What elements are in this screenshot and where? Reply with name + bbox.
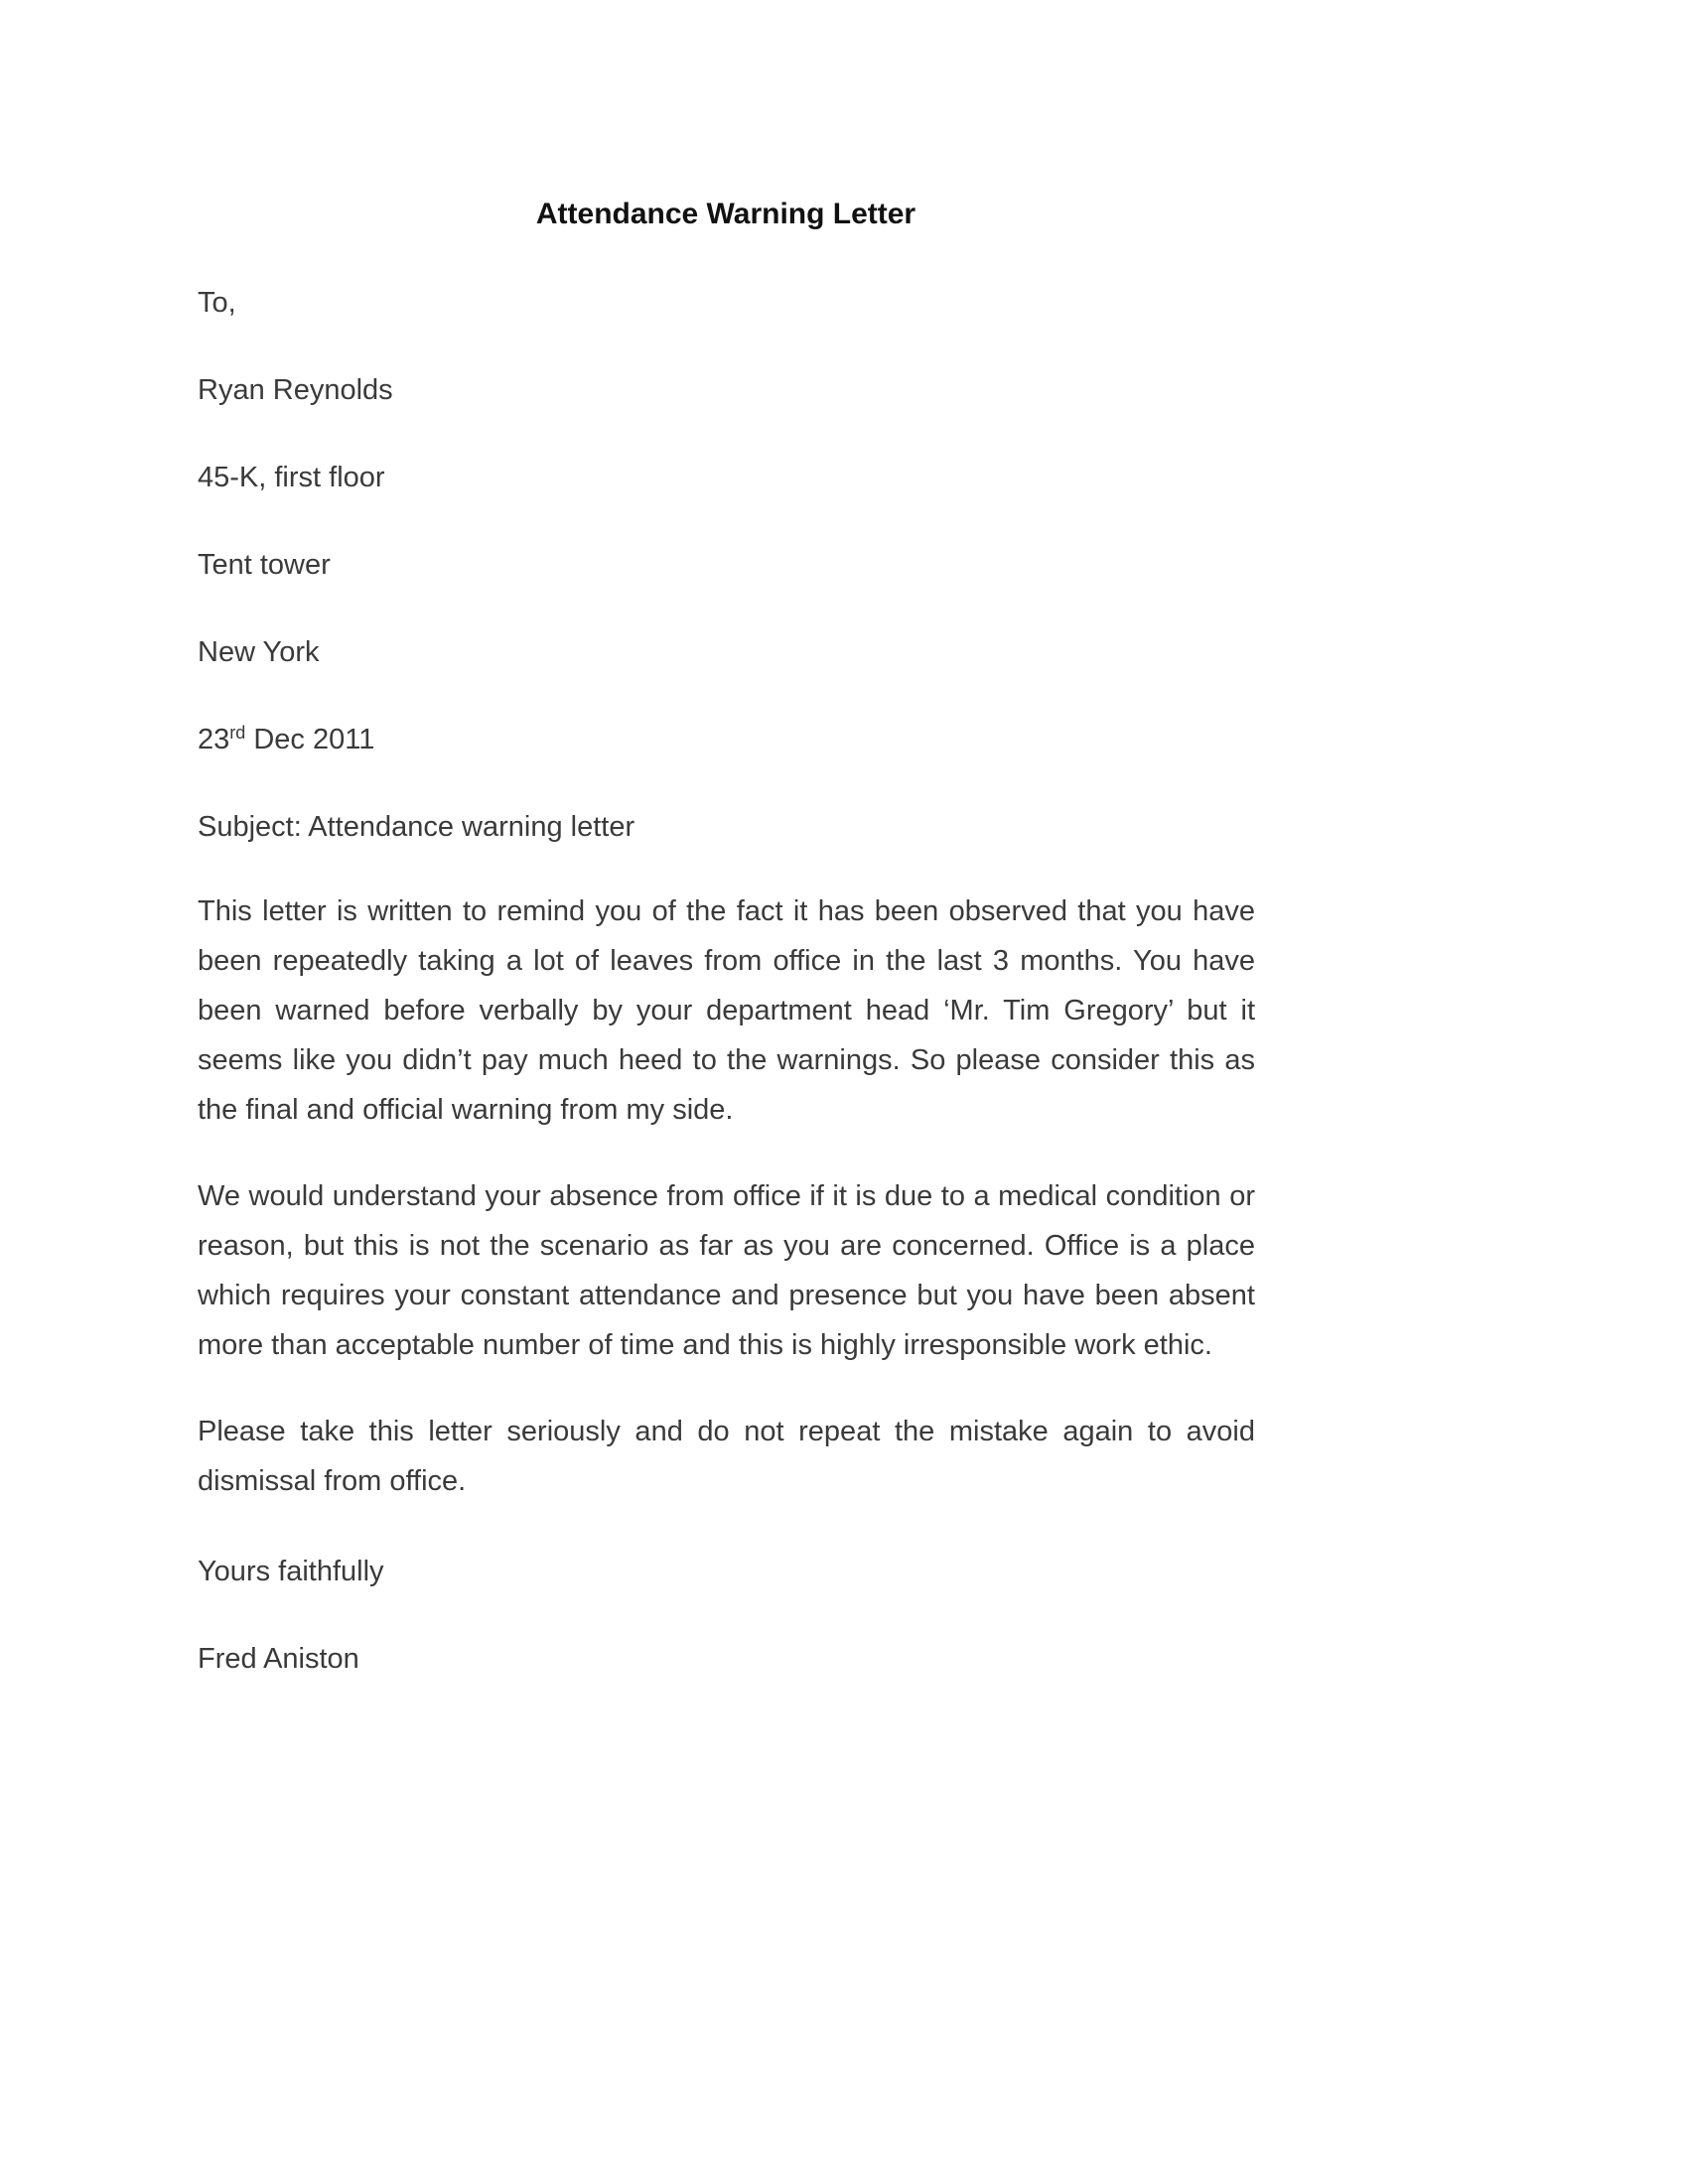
subject-line: Subject: Attendance warning letter (198, 811, 635, 843)
letter-date (198, 723, 374, 756)
address-city: New York (198, 636, 320, 668)
recipient-name: Ryan Reynolds (198, 374, 393, 406)
date-suffix: rd (229, 723, 246, 743)
body-paragraph-2: We would understand your absence from office if it is due to a medical condition or reason, but this is not the scenario as far as you are concerned. Office is a place which requires your constant attendance and presence but you have been absent more than acceptable number of time and this is highly irresponsible work ethic. (198, 1180, 1255, 1361)
body-paragraph-3: Please take this letter seriously and do not repeat the mistake again to avoid dismissal from office. (198, 1416, 1255, 1497)
body-paragraph-1: This letter is written to remind you of the fact it has been observed that you have been repeatedly taking a lot of leaves from office in the last 3 months. You have been warned before verbally by your department head ‘Mr. Tim Gregory’ but it seems like you didn’t pay much heed to the warnings. So please consider this as the final and official warning from my side. (198, 895, 1255, 1126)
date-rest: Dec 2011 (245, 724, 375, 755)
address-line-2: Tent tower (198, 549, 331, 581)
salutation: To, (198, 287, 236, 319)
signature: Fred Aniston (198, 1643, 359, 1675)
date-day: 23 (198, 724, 230, 755)
page-title: Attendance Warning Letter (535, 198, 916, 230)
address-line-1: 45-K, first floor (198, 462, 385, 493)
closing: Yours faithfully (198, 1556, 384, 1587)
